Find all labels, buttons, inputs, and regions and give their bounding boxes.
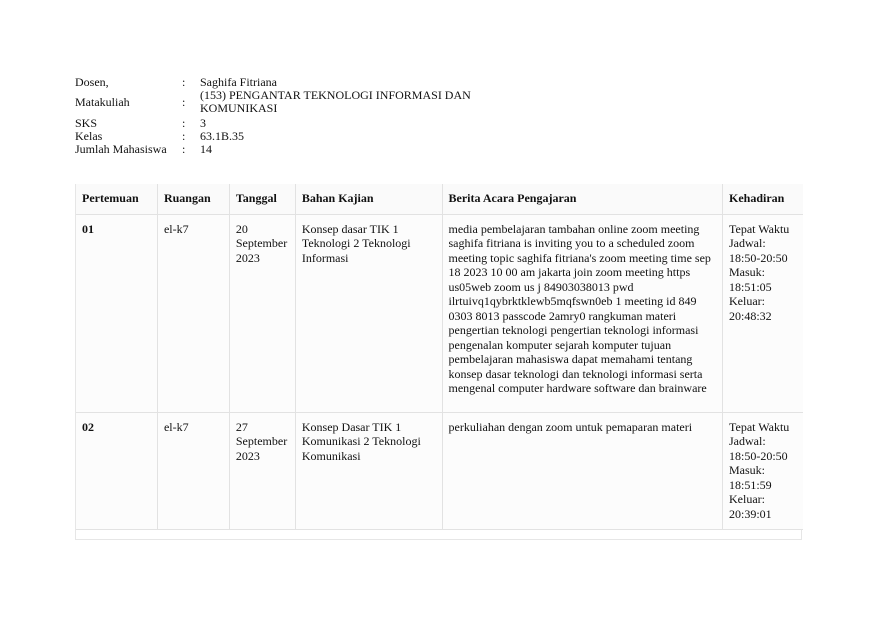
- cell-berita-acara: media pembelajaran tambahan online zoom meeting saghifa fitriana is inviting you to a scheduled zoom meeting topic saghifa fitriana's zoom meeting time sep 18 2023 10 00 am jakarta join zoom meeting https us05web zoom us j 84903038013 pwd ilrtuivq1qybrktklewb5mqfswn0eb 1 meeting id 849 0303 8013 passcode 2amry0 rangkuman materi pengertian teknologi pengertian teknologi informasi pengenalan komputer sejarah komputer tujuan pembelajaran mahasiswa dapat memahami tentang konsep dasar teknologi dan teknologi informasi serta mengenal computer hardware software dan brainware: [442, 214, 723, 412]
- cell-pertemuan: 02: [76, 412, 157, 530]
- sks-label: SKS: [75, 116, 98, 130]
- col-header-ruangan: Ruangan: [157, 184, 229, 214]
- col-header-pertemuan: Pertemuan: [76, 184, 157, 214]
- cell-kehadiran: Tepat Waktu Jadwal: 18:50-20:50 Masuk: 18:51:05 Keluar: 20:48:32: [723, 214, 803, 412]
- sks-colon: :: [182, 116, 186, 130]
- table-row: [76, 412, 803, 530]
- matakuliah-label: Matakuliah: [75, 95, 130, 109]
- matakuliah-row: [75, 89, 500, 115]
- kelas-label: Kelas: [75, 129, 103, 143]
- attendance-table: [76, 184, 803, 530]
- jumlah-value: 14: [200, 142, 212, 156]
- dosen-value: Saghifa Fitriana: [200, 75, 277, 89]
- kelas-colon: :: [182, 129, 186, 143]
- cell-tanggal: 27 September 2023: [229, 412, 295, 530]
- cell-ruangan: el-k7: [157, 214, 229, 412]
- course-info: [75, 76, 500, 156]
- col-header-berita-acara: Berita Acara Pengajaran: [442, 184, 723, 214]
- table-header-row: [76, 184, 803, 214]
- jumlah-colon: :: [182, 142, 186, 156]
- jumlah-label: Jumlah Mahasiswa: [75, 142, 167, 156]
- cell-kehadiran: Tepat Waktu Jadwal: 18:50-20:50 Masuk: 18:51:59 Keluar: 20:39:01: [723, 412, 803, 530]
- cell-pertemuan: 01: [76, 214, 157, 412]
- cell-berita-acara: perkuliahan dengan zoom untuk pemaparan materi: [442, 412, 723, 530]
- cell-bahan-kajian: Konsep dasar TIK 1 Teknologi 2 Teknologi Informasi: [295, 214, 442, 412]
- matakuliah-colon: :: [182, 95, 186, 109]
- sks-value: 3: [200, 116, 206, 130]
- jumlah-row: [75, 143, 500, 156]
- table-row: [76, 214, 803, 412]
- cell-tanggal: 20 September 2023: [229, 214, 295, 412]
- cell-ruangan: el-k7: [157, 412, 229, 530]
- col-header-bahan-kajian: Bahan Kajian: [295, 184, 442, 214]
- dosen-colon: :: [182, 75, 186, 89]
- dosen-label: Dosen,: [75, 75, 109, 89]
- sks-row: [75, 117, 500, 130]
- col-header-kehadiran: Kehadiran: [723, 184, 803, 214]
- cell-bahan-kajian: Konsep Dasar TIK 1 Komunikasi 2 Teknologi Komunikasi: [295, 412, 442, 530]
- kelas-value: 63.1B.35: [200, 129, 245, 143]
- matakuliah-value: (153) PENGANTAR TEKNOLOGI INFORMASI DAN KOMUNIKASI: [200, 88, 471, 115]
- attendance-table-container: [75, 184, 802, 540]
- col-header-tanggal: Tanggal: [229, 184, 295, 214]
